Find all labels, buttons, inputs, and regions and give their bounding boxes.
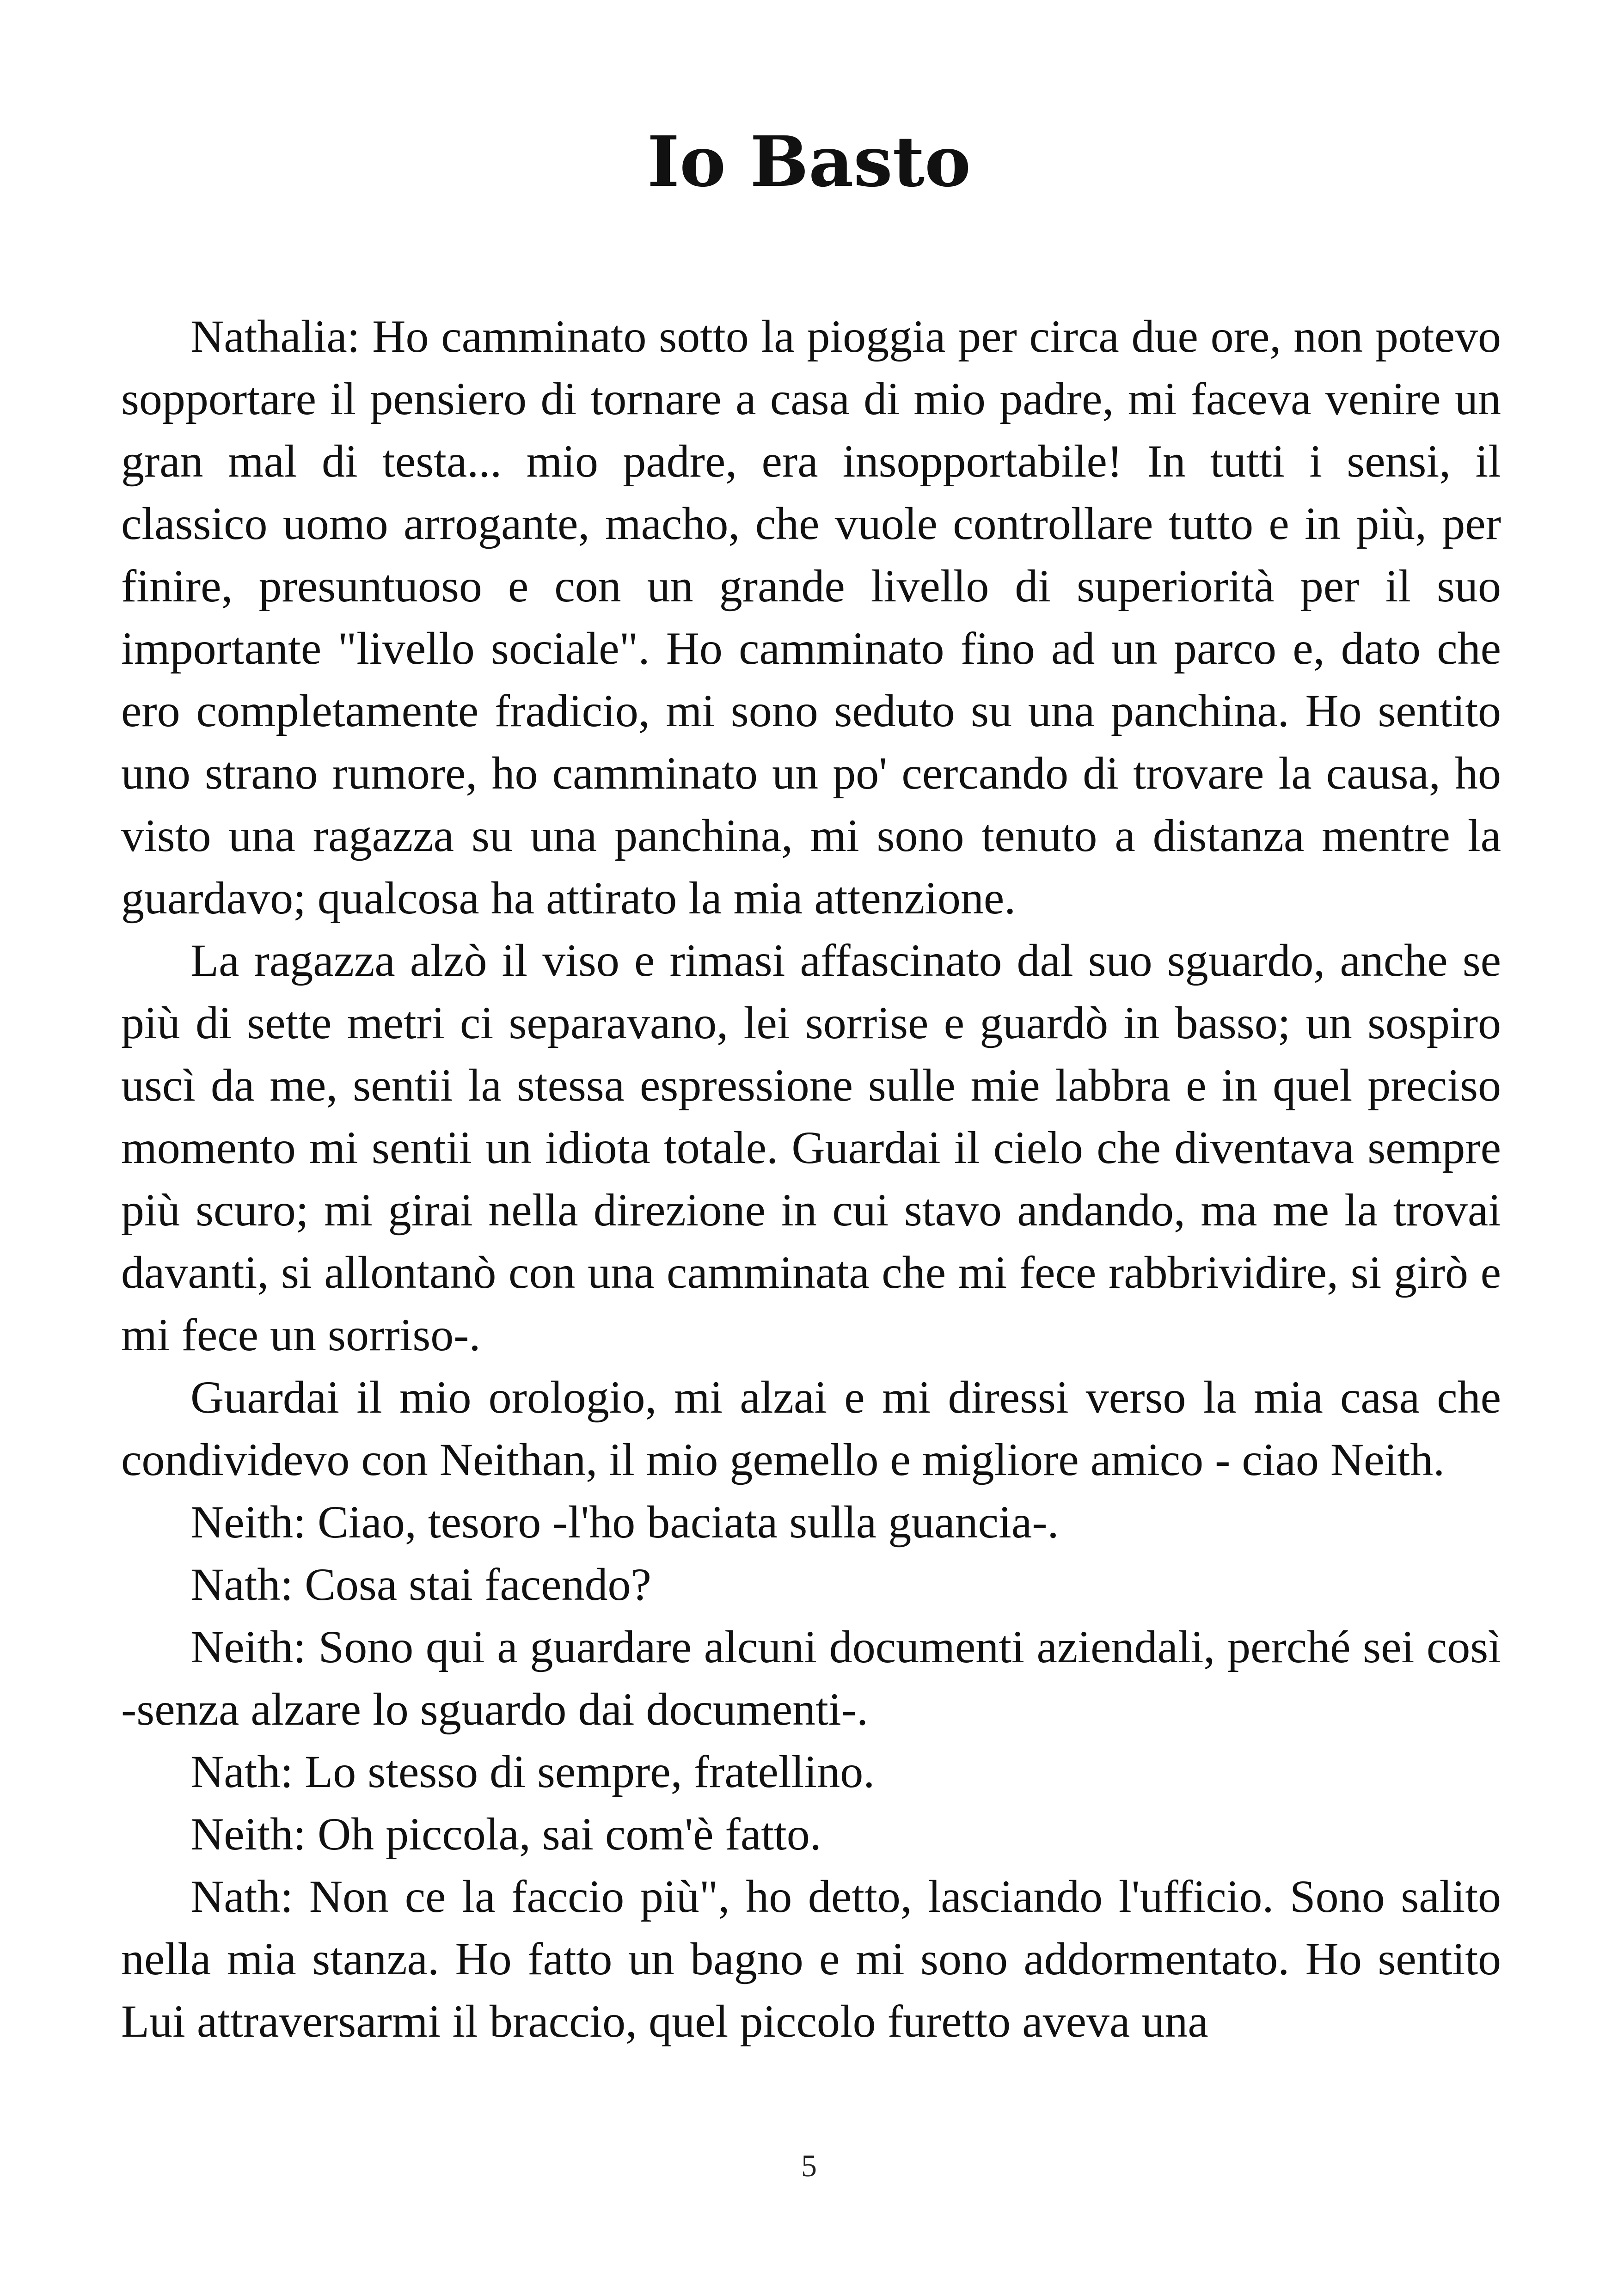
paragraph: Neith: Oh piccola, sai com'è fatto. (190, 1808, 821, 1860)
paragraph: Nathalia: Ho camminato sotto la pioggia per circa due ore, non potevo sopportare il pensiero di tornare a casa di mio padre, mi faceva venire un gran mal di testa... mio padre, era insopportabile! In tutti i sensi, il classico uomo arrogante, macho, che vuole controllare tutto e in più, per finire, presuntuoso e con un grande livello di superiorità per il suo importante "livello sociale". Ho camminato fino ad un parco e, dato che ero completamente fradicio, mi sono seduto su una panchina. Ho sentito uno strano rumore, ho camminato un po' cercando di trovare la causa, ho visto una ragazza su una panchina, mi sono tenuto a distanza mentre la guardavo; qualcosa ha attirato la mia attenzione. (121, 311, 1501, 924)
page-number: 5 (801, 2148, 817, 2183)
chapter-body (121, 305, 1501, 2052)
paragraph: Neith: Sono qui a guardare alcuni documenti aziendali, perché sei così -senza alzare lo sguardo dai documenti-. (121, 1621, 1501, 1735)
paragraph: Guardai il mio orologio, mi alzai e mi diressi verso la mia casa che condividevo con Neithan, il mio gemello e migliore amico - ciao Neith. (121, 1371, 1501, 1485)
paragraph: Nath: Non ce la faccio più", ho detto, lasciando l'ufficio. Sono salito nella mia stanza. Ho fatto un bagno e mi sono addormentato. Ho sentito Lui attraversarmi il braccio, quel piccolo furetto aveva una (121, 1871, 1501, 2047)
paragraph: Neith: Ciao, tesoro -l'ho baciata sulla guancia-. (190, 1496, 1059, 1548)
paragraph: Nath: Lo stesso di sempre, fratellino. (190, 1746, 875, 1797)
chapter-title: Io Basto (647, 121, 971, 202)
paragraph: Nath: Cosa stai facendo? (190, 1559, 651, 1610)
paragraph: La ragazza alzò il viso e rimasi affascinato dal suo sguardo, anche se più di sette metri ci separavano, lei sorrise e guardò in basso; un sospiro uscì da me, sentii la stessa espressione sulle mie labbra e in quel preciso momento mi sentii un idiota totale. Guardai il cielo che diventava sempre più scuro; mi girai nella direzione in cui stavo andando, ma me la trovai davanti, si allontanò con una camminata che mi fece rabbrividire, si girò e mi fece un sorriso-. (121, 935, 1501, 1360)
